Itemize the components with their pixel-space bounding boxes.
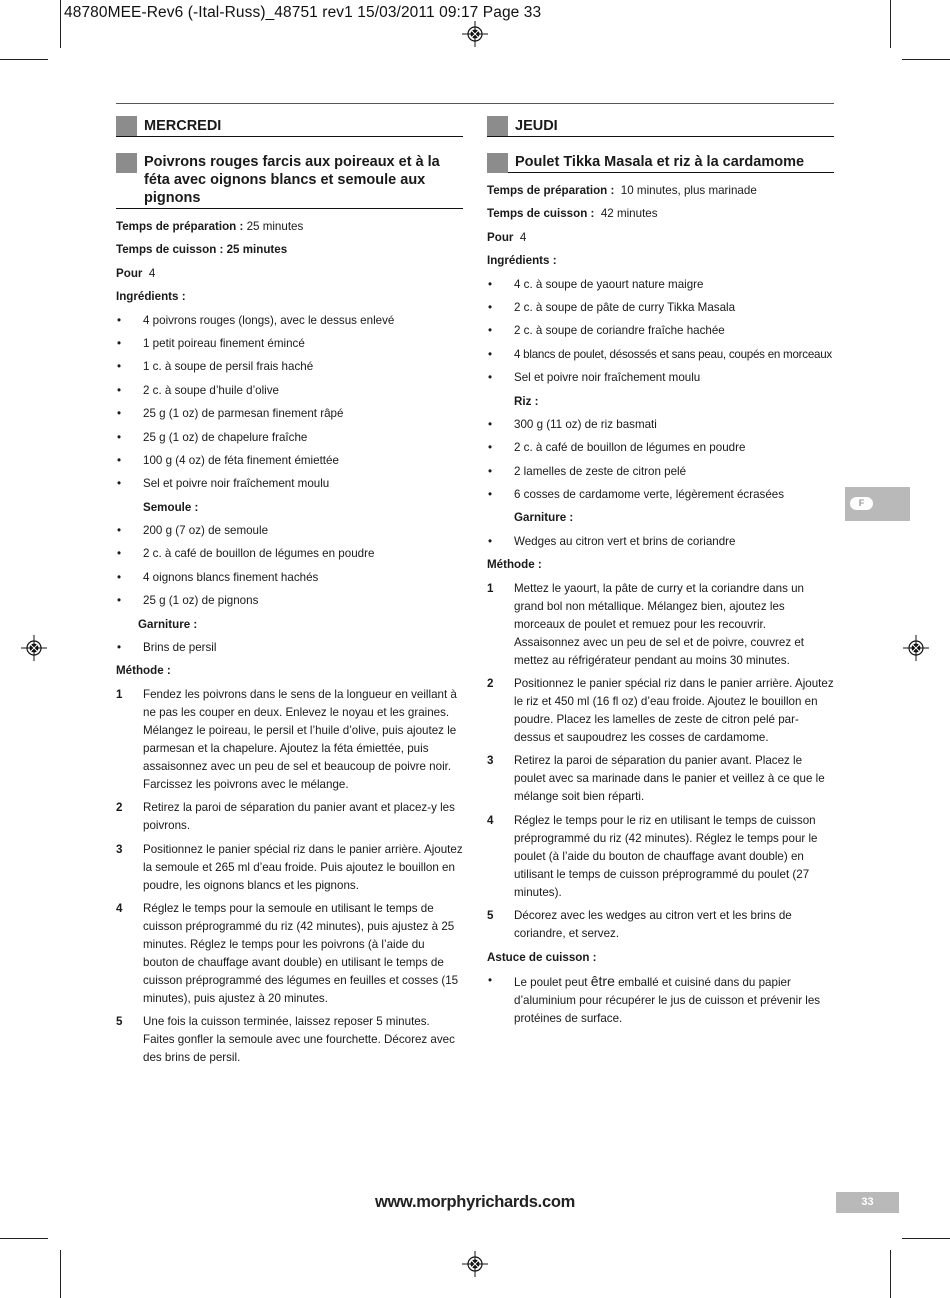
list-item: • 300 g (11 oz) de riz basmati	[487, 416, 834, 434]
step-number: 5	[116, 1015, 123, 1029]
print-slug: 48780MEE-Rev6 (-Ital-Russ)_48751 rev1 15/03/2011 09:17 Page 33	[64, 4, 542, 21]
heading-marker	[487, 153, 508, 173]
bullet-icon: •	[488, 371, 493, 385]
page-number: 33	[836, 1192, 899, 1213]
list-item: • 25 g (1 oz) de parmesan finement râpé	[116, 405, 463, 423]
bullet-icon: •	[488, 441, 493, 455]
cook-value: 42 minutes	[600, 207, 658, 221]
recipe-column-wednesday	[116, 116, 463, 1073]
list-item: • 4 oignons blancs finement hachés	[116, 569, 463, 587]
step-number: 1	[487, 581, 494, 595]
bullet-icon: •	[488, 347, 492, 361]
bullet-icon: •	[117, 641, 122, 655]
list-item: • 4 poivrons rouges (longs), avec le dessus enlevé	[116, 312, 463, 330]
bullet-icon: •	[117, 594, 122, 608]
method-step: 2 Retirez la paroi de séparation du panier avant et placez-y les poivrons.	[116, 801, 455, 833]
heading-marker	[116, 153, 137, 173]
top-rule	[116, 103, 834, 104]
step-number: 3	[116, 842, 123, 856]
method-step: 4 Réglez le temps pour le riz en utilisant le temps de cuisson préprogrammé du riz (42 minutes). Réglez le temps pour le poulet (à l’aide du bouton de chauffage avant double) en utilisant le temps de cuisson préprogrammé du poulet (27 minutes).	[487, 813, 818, 899]
day-title: JEUDI	[515, 118, 558, 134]
riz-subheading: Riz :	[514, 394, 539, 408]
prep-label: Temps de préparation :	[487, 184, 615, 197]
bullet-icon: •	[488, 488, 493, 502]
bullet-icon: •	[117, 383, 122, 397]
tip-heading: Astuce de cuisson :	[487, 950, 597, 964]
servings-value: 4	[519, 230, 527, 244]
list-item: • 25 g (1 oz) de chapelure fraîche	[116, 429, 463, 447]
cook-label: Temps de cuisson :	[487, 207, 595, 221]
method-step: 5 Décorez avec les wedges au citron vert et les brins de coriandre, et servez.	[487, 909, 792, 941]
bullet-icon: •	[488, 417, 493, 431]
step-number: 2	[487, 677, 494, 691]
list-item: • 2 c. à café de bouillon de légumes en poudre	[116, 545, 463, 563]
list-item: • Sel et poivre noir fraîchement moulu	[116, 475, 463, 493]
method-step: 1 Mettez le yaourt, la pâte de curry et la coriandre dans un grand bol non métallique. Mélangez bien, ajoutez les morceaux de poulet et remuez pour les recouvrir. Assaisonnez avec un peu de sel et de poivre, couvrez et mettez au réfrigérateur pendant au moins 30 minutes.	[487, 581, 805, 667]
bullet-icon: •	[117, 570, 122, 584]
bullet-icon: •	[117, 336, 122, 350]
garniture-subheading: Garniture :	[514, 511, 574, 525]
servings-label: Pour	[116, 266, 143, 280]
list-item: • 4 c. à soupe de yaourt nature maigre	[487, 276, 834, 294]
list-item: • 6 cosses de cardamome verte, légèrement écrasées	[487, 486, 834, 504]
list-item: • 1 c. à soupe de persil frais haché	[116, 358, 463, 376]
method-heading: Méthode :	[487, 558, 542, 572]
servings-label: Pour	[487, 230, 514, 244]
list-item: • 2 lamelles de zeste de citron pelé	[487, 463, 834, 481]
garniture-subheading: Garniture :	[138, 617, 198, 631]
list-item: • 200 g (7 oz) de semoule	[116, 522, 463, 540]
cook-label: Temps de cuisson :	[116, 243, 224, 257]
list-item: • 2 c. à soupe d’huile d’olive	[116, 382, 463, 400]
crop-mark	[890, 1250, 891, 1298]
method-step: 3 Positionnez le panier spécial riz dans le panier arrière. Ajoutez la semoule et 265 ml d’eau froide. Puis ajoutez le bouillon en poudre, les oignons blancs et les pignons.	[116, 842, 463, 892]
prep-value: 25 minutes	[246, 220, 304, 233]
crop-mark	[902, 1238, 950, 1239]
recipe-title: Poivrons rouges farcis aux poireaux et à la féta avec oignons blancs et semoule aux pignons	[144, 154, 440, 206]
list-item: • 2 c. à soupe de coriandre fraîche hachée	[487, 322, 834, 340]
bullet-icon: •	[117, 313, 122, 327]
method-step: 4 Réglez le temps pour la semoule en utilisant le temps de cuisson préprogrammé du riz (42 minutes), puis ajustez à 25 minutes. Réglez le temps pour les poivrons (à l’aide du bouton de chauffage avant double) en utilisant le temps de cuisson préprogrammé des légumes en feuilles et cosses (15 minutes), puis ajustez à 20 minutes.	[116, 901, 459, 1005]
cook-value: 25 minutes	[226, 243, 288, 257]
prep-time	[487, 182, 834, 200]
crop-mark	[0, 59, 48, 60]
heading-marker	[116, 116, 137, 136]
semoule-subheading: Semoule :	[143, 500, 199, 514]
list-item: • 4 blancs de poulet, désossés et sans peau, coupés en morceaux	[487, 346, 834, 364]
step-number: 4	[487, 813, 494, 827]
registration-mark-icon	[462, 1251, 488, 1277]
crop-mark	[60, 1250, 61, 1298]
servings-value: 4	[148, 266, 156, 280]
list-item: • Sel et poivre noir fraîchement moulu	[487, 369, 834, 387]
list-item: • 100 g (4 oz) de féta finement émiettée	[116, 452, 463, 470]
method-step: 3 Retirez la paroi de séparation du panier avant. Placez le poulet avec sa marinade dans le panier et veillez à ce que le mélange soit bien réparti.	[487, 754, 825, 804]
crop-mark	[890, 0, 891, 48]
method-heading: Méthode :	[116, 664, 171, 678]
recipe-title-block	[487, 153, 834, 173]
bullet-icon: •	[488, 324, 493, 338]
registration-mark-icon	[462, 21, 488, 47]
bullet-icon: •	[488, 464, 493, 478]
step-number: 5	[487, 909, 494, 923]
day-heading	[487, 116, 834, 137]
recipe-title: Poulet Tikka Masala et riz à la cardamome	[515, 154, 805, 170]
day-heading	[116, 116, 463, 137]
list-item: • 1 petit poireau finement émincé	[116, 335, 463, 353]
list-item: • Wedges au citron vert et brins de coriandre	[487, 533, 834, 551]
cook-time	[116, 241, 463, 259]
bullet-icon: •	[117, 453, 122, 467]
bullet-icon: •	[488, 973, 493, 987]
servings	[487, 229, 834, 247]
bullet-icon: •	[117, 360, 122, 374]
registration-mark-icon	[903, 635, 929, 661]
prep-time	[116, 218, 463, 236]
day-title: MERCREDI	[144, 118, 222, 134]
step-number: 3	[487, 754, 494, 768]
bullet-icon: •	[488, 534, 493, 548]
servings	[116, 265, 463, 283]
list-item: • 2 c. à café de bouillon de légumes en poudre	[487, 439, 834, 457]
method-step: 5 Une fois la cuisson terminée, laissez reposer 5 minutes. Faites gonfler la semoule avec une fourchette. Décorez avec des brins de persil.	[116, 1015, 455, 1065]
crop-mark	[60, 0, 61, 48]
language-tab	[845, 487, 910, 521]
ingredients-heading: Ingrédients :	[487, 254, 557, 268]
ingredients-heading: Ingrédients :	[116, 290, 186, 304]
list-item: • 25 g (1 oz) de pignons	[116, 592, 463, 610]
crop-mark	[0, 1238, 48, 1239]
language-tab-label: F	[850, 497, 873, 510]
bullet-icon: •	[488, 277, 493, 291]
bullet-icon: •	[488, 300, 493, 314]
website-footer: www.morphyrichards.com	[374, 1193, 575, 1211]
tip-item: • Le poulet peut être emballé et cuisiné dans du papier d’aluminium pour récupérer le jus de cuisson et prévenir les protéines de surface.	[488, 972, 821, 1025]
bullet-icon: •	[117, 477, 122, 491]
prep-value: 10 minutes, plus marinade	[620, 184, 757, 197]
list-item: • Brins de persil	[116, 639, 463, 657]
method-step: 2 Positionnez le panier spécial riz dans le panier arrière. Ajoutez le riz et 450 ml (16 fl oz) d’eau froide. Ajoutez le bouillon en poudre. Placez les lamelles de zeste de citron pelé par-dessus et saupoudrez les cosses de cardamome.	[487, 677, 834, 745]
list-item: • 2 c. à soupe de pâte de curry Tikka Masala	[487, 299, 834, 317]
cook-time	[487, 205, 834, 223]
heading-marker	[487, 116, 508, 136]
step-number: 4	[116, 901, 123, 915]
recipe-title-block	[116, 153, 463, 209]
step-number: 2	[116, 801, 123, 815]
method-step: 1 Fendez les poivrons dans le sens de la longueur en veillant à ne pas les couper en deux. Enlevez le noyau et les graines. Mélangez le poireau, le persil et l’huile d’olive, puis ajoutez le parmesan et la chapelure. Ajoutez la féta émiettée, puis assaisonnez avec un peu de sel et beaucoup de poivre noir. Farcissez les poivrons avec le mélange.	[116, 687, 457, 791]
bullet-icon: •	[117, 407, 122, 421]
bullet-icon: •	[117, 547, 122, 561]
prep-label: Temps de préparation :	[116, 220, 244, 233]
step-number: 1	[116, 687, 123, 701]
bullet-icon: •	[117, 524, 122, 538]
registration-mark-icon	[21, 635, 47, 661]
crop-mark	[902, 59, 950, 60]
recipe-column-thursday	[487, 116, 834, 1033]
bullet-icon: •	[117, 430, 122, 444]
